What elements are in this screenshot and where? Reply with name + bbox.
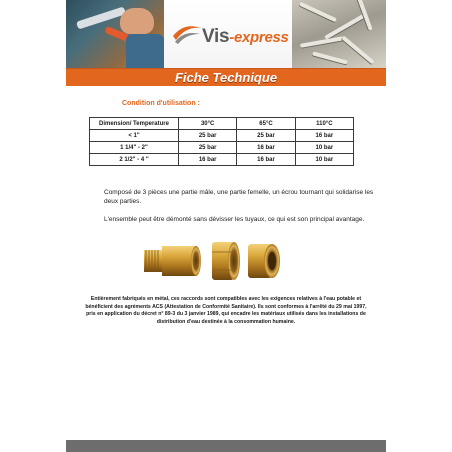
table-cell: 10 bar (295, 142, 353, 154)
table-cell: 25 bar (179, 130, 237, 142)
brass-fitting-image (140, 236, 290, 284)
page-title: Fiche Technique (174, 70, 278, 85)
table-cell: 16 bar (295, 130, 353, 142)
footer-bar (66, 440, 386, 452)
tools-photo (66, 0, 164, 68)
table-row (90, 154, 354, 166)
table-header-cell: 65°C (237, 118, 295, 130)
advantage-paragraph: L'ensemble peut être démonté sans dévisser les tuyaux, ce qui est son principal avantage. (104, 216, 365, 223)
title-bar (66, 68, 386, 86)
table-cell: 25 bar (179, 142, 237, 154)
table-cell: 10 bar (295, 154, 353, 166)
table-cell: 1 1/4" - 2" (90, 142, 179, 154)
screws-photo (292, 0, 386, 68)
table-header-cell: 30°C (179, 118, 237, 130)
table-header-cell: 110°C (295, 118, 353, 130)
section-heading: Condition d'utilisation : (122, 100, 200, 107)
compliance-notice: Entièrement fabriqués en métal, ces raccords sont compatibles avec les exigences relatives à l'eau potable et bénéficient des agréments ACS (Attestation de Conformité Sanitaire). Ils sont conformes à l'arrêté du 29 mai 1997, pris en application du décret n° 89-3 du 3 janvier 1989, qui encadre les matériaux utilisés dans les installations de distribution d'eau destinée à la consommation humaine. (85, 296, 367, 325)
brand-suffix: -express (229, 29, 289, 46)
table-header-cell: Dimension/ Temperature (90, 118, 179, 130)
table-header-row (90, 118, 354, 130)
swoosh-icon (172, 22, 202, 44)
brand-name: Vis (202, 26, 230, 47)
table-cell: < 1" (90, 130, 179, 142)
table-cell: 16 bar (237, 142, 295, 154)
description-paragraph: Composé de 3 pièces une partie mâle, une partie femelle, un écrou tournant qui solidarise les deux parties. (104, 189, 374, 205)
table-cell: 25 bar (237, 130, 295, 142)
table-row (90, 142, 354, 154)
brand-logo (164, 0, 292, 68)
table-cell: 16 bar (237, 154, 295, 166)
table-cell: 2 1/2" - 4 " (90, 154, 179, 166)
table-cell: 16 bar (179, 154, 237, 166)
spec-table (89, 117, 354, 166)
header-banner (66, 0, 386, 68)
logo-text (202, 26, 289, 48)
table-row (90, 130, 354, 142)
